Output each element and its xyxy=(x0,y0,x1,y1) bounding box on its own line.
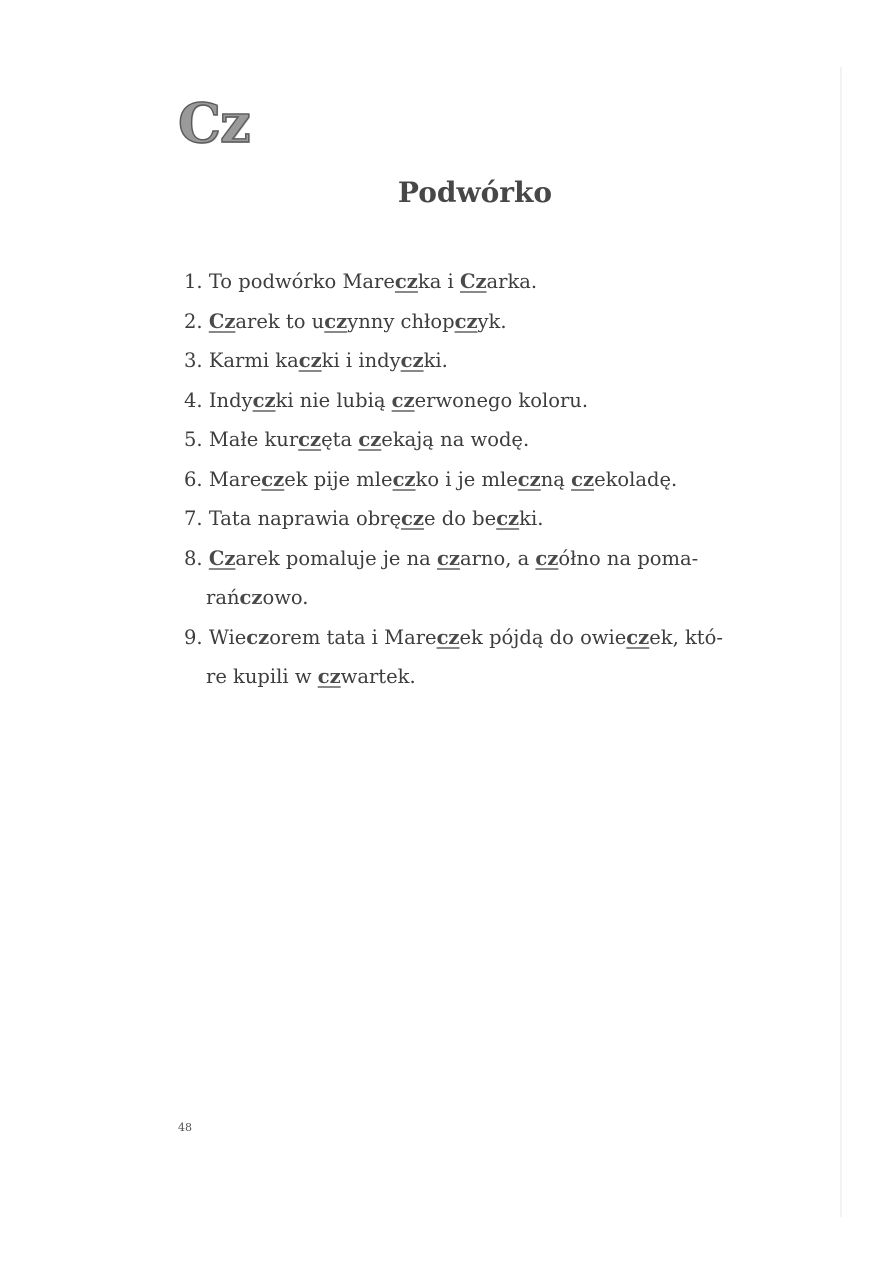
sentence-number: 5. xyxy=(184,428,209,451)
sentence-text: ółno na poma- xyxy=(558,546,699,570)
cz-highlight: cz xyxy=(400,349,424,372)
sentence-number: 1. xyxy=(184,270,209,293)
sentence-continuation xyxy=(184,578,784,618)
sentence-text: ną xyxy=(540,467,572,491)
sentence-text: ka i xyxy=(417,270,460,293)
sentence-text: arno, a xyxy=(459,546,536,570)
cz-highlight: cz xyxy=(239,586,263,609)
sentence-text: Tata naprawia obrę xyxy=(208,507,402,530)
sentence-text: owo. xyxy=(262,586,309,609)
cz-highlight: cz xyxy=(391,388,415,412)
sentence-text: Małe kur xyxy=(208,428,299,451)
cz-highlight: cz xyxy=(392,467,416,491)
cz-highlight: cz xyxy=(571,467,595,491)
cz-highlight: cz xyxy=(261,467,285,491)
sentence-item xyxy=(184,539,784,579)
cz-highlight: cz xyxy=(298,428,322,451)
cz-highlight: cz xyxy=(436,625,460,649)
page-number: 48 xyxy=(178,1121,192,1134)
sentence-number: 8. xyxy=(184,546,209,570)
sentence-item xyxy=(184,420,784,460)
cz-highlight: cz xyxy=(358,428,382,451)
sentence-text: e do be xyxy=(424,507,497,530)
sentence-text: Wie xyxy=(208,625,247,649)
sentence-number: 3. xyxy=(184,349,209,372)
sentence-text: ynny chłop xyxy=(347,309,455,333)
sentence-text: Indy xyxy=(208,388,253,412)
sentence-text: ki nie lubią xyxy=(275,388,392,412)
sentence-text: Mare xyxy=(208,467,262,491)
cz-highlight: cz xyxy=(535,546,559,570)
sentence-item xyxy=(184,302,784,342)
page-title: Podwórko xyxy=(397,176,553,209)
cz-highlight: cz xyxy=(317,665,341,688)
sentence-number: 2. xyxy=(184,309,209,333)
sentence-text: ki i indy xyxy=(321,349,401,372)
sentence-text: arek pomaluje je na xyxy=(235,546,437,570)
sentence-item xyxy=(184,341,784,381)
sentence-text: ek, któ- xyxy=(649,625,723,649)
sentence-text: ęta xyxy=(321,428,359,451)
sentence-text: re kupili w xyxy=(206,665,318,688)
sentence-number: 7. xyxy=(184,507,209,530)
sentence-text: arka. xyxy=(486,270,538,293)
sentence-text: arek to u xyxy=(235,309,325,333)
sentence-text: ki. xyxy=(519,507,544,530)
sentence-item xyxy=(184,381,784,421)
sentence-item xyxy=(184,262,784,302)
sentence-text: To podwórko Mare xyxy=(208,270,395,293)
cz-highlight: Cz xyxy=(459,270,487,293)
cz-highlight: cz xyxy=(437,546,460,570)
sentence-number: 4. xyxy=(184,388,209,412)
cz-highlight: cz xyxy=(517,467,541,491)
sentence-text: erwonego koloru. xyxy=(414,388,589,412)
sentence-continuation xyxy=(184,657,784,697)
sentence-list xyxy=(184,262,784,697)
cz-highlight: cz xyxy=(401,507,424,530)
sentence-item xyxy=(184,460,784,500)
sentence-text: wartek. xyxy=(340,665,416,688)
sentence-text: rań xyxy=(206,586,240,609)
sentence-text: Karmi ka xyxy=(208,349,299,372)
sentence-text: ko i je mle xyxy=(415,467,518,491)
sentence-text: ekają na wodę. xyxy=(381,428,530,451)
sentence-number: 9. xyxy=(184,625,209,649)
sentence-text: ek pije mle xyxy=(284,467,393,491)
sentence-number: 6. xyxy=(184,467,209,491)
sentence-text: ekoladę. xyxy=(594,467,678,491)
sentence-item xyxy=(184,499,784,539)
sentence-text: ek pójdą do owie xyxy=(459,625,627,649)
cz-highlight: Cz xyxy=(208,546,236,570)
cz-highlight: cz xyxy=(394,270,418,293)
cz-highlight: cz xyxy=(626,625,650,649)
cz-highlight: Cz xyxy=(208,309,236,333)
cz-highlight: cz xyxy=(252,388,276,412)
cz-highlight: cz xyxy=(496,507,520,530)
letter-heading: Cz xyxy=(178,91,250,155)
cz-highlight: cz xyxy=(324,309,348,333)
sentence-item xyxy=(184,618,784,658)
cz-highlight: cz xyxy=(246,625,270,649)
cz-highlight: cz xyxy=(454,309,478,333)
sentence-text: orem tata i Mare xyxy=(269,625,437,649)
sentence-text: yk. xyxy=(477,309,507,333)
sentence-text: ki. xyxy=(423,349,448,372)
cz-highlight: cz xyxy=(298,349,322,372)
